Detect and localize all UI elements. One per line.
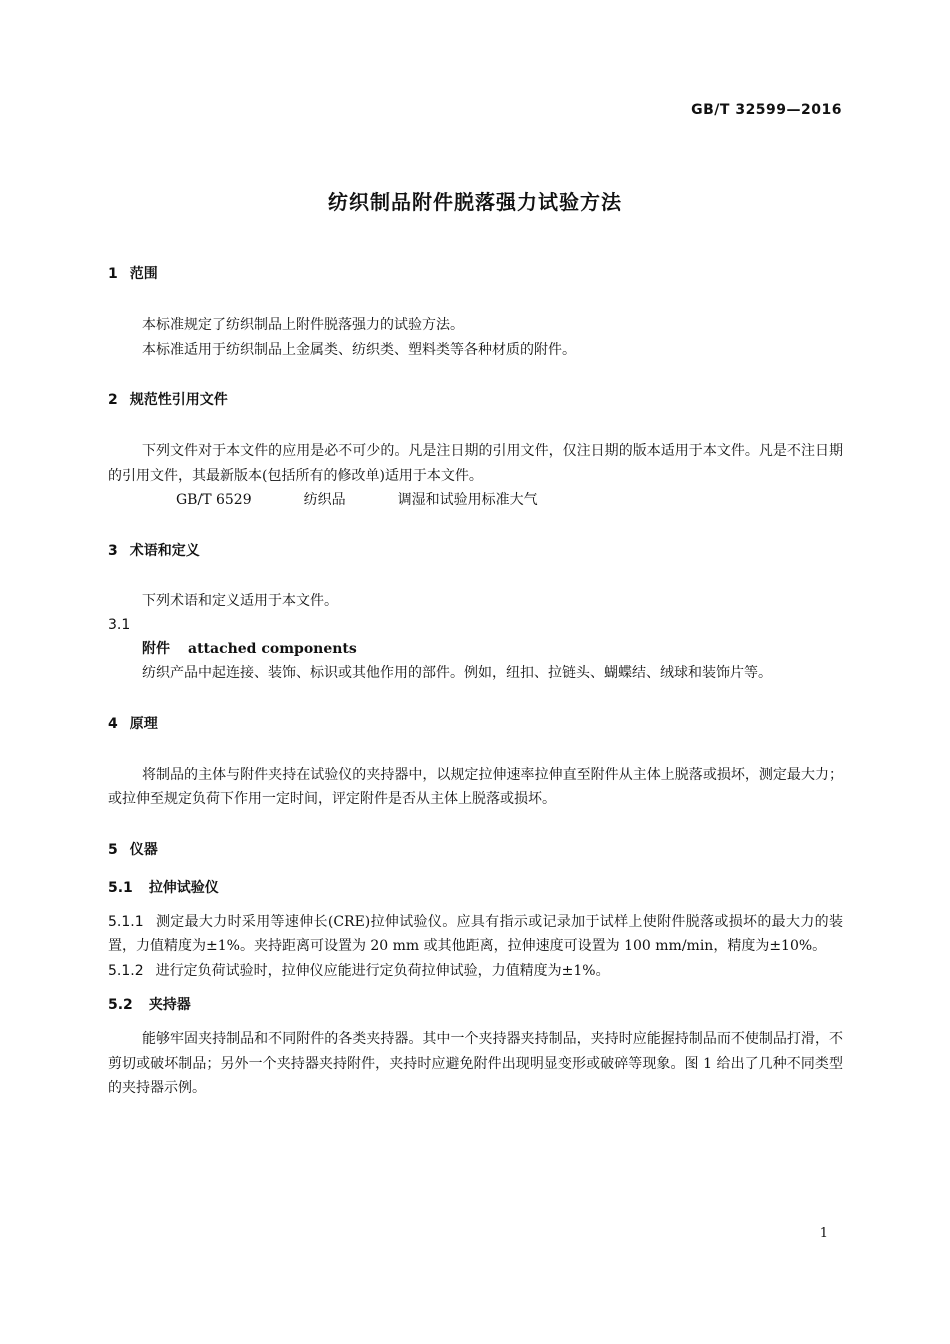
term-number: 3.1 <box>108 617 131 633</box>
paragraph: 下列文件对于本文件的应用是必不可少的。凡是注日期的引用文件，仅注日期的版本适用于本文件。凡是不注日期的引用文件，其最新版本(包括所有的修改单)适用于本文件。 <box>108 443 843 484</box>
paragraph: 本标准适用于纺织制品上金属类、纺织类、塑料类等各种材质的附件。 <box>142 341 576 358</box>
section-number: 1 <box>108 266 118 282</box>
subsection-heading-tensile-tester <box>108 876 843 900</box>
term-entry <box>108 637 843 661</box>
clause-number: 5.1.2 <box>108 962 144 979</box>
section-number: 4 <box>108 715 118 732</box>
section-number: 3 <box>108 542 118 559</box>
section-heading-normative-references <box>108 388 843 412</box>
document-title: 纺织制品附件脱落强力试验方法 <box>328 190 622 214</box>
clause-number: 5.1.1 <box>108 913 144 930</box>
subsection-title: 拉伸试验仪 <box>148 879 219 896</box>
section-title: 仪器 <box>129 841 158 858</box>
section-title: 范围 <box>129 266 158 282</box>
section-number: 5 <box>108 841 118 858</box>
paragraph: 将制品的主体与附件夹持在试验仪的夹持器中，以规定拉伸速率拉伸直至附件从主体上脱落或损坏，测定最大力；或拉伸至规定负荷下作用一定时间，评定附件是否从主体上脱落或损坏。 <box>108 766 843 807</box>
term-definition: 纺织产品中起连接、装饰、标识或其他作用的部件。例如，纽扣、拉链头、蝴蝶结、绒球和装饰片等。 <box>142 665 772 681</box>
section-title: 术语和定义 <box>129 542 200 559</box>
document-body <box>108 262 843 1101</box>
term-english: attached components <box>188 641 357 657</box>
reference-entry <box>108 488 843 513</box>
subsection-number: 5.2 <box>108 997 133 1013</box>
section-heading-principle <box>108 712 843 736</box>
clause-text: 测定最大力时采用等速伸长(CRE)拉伸试验仪。应具有指示或记录加于试样上使附件脱落或损坏的最大力的装置，力值精度为±1%。夹持距离可设置为 20 mm 或其他距离，拉伸速度可设置为 100 mm/min，精度为±10%。 <box>108 913 843 954</box>
reference-title-part: 调湿和试验用标准大气 <box>397 492 538 508</box>
clause-5-1-1 <box>108 910 843 959</box>
subsection-number: 5.1 <box>108 879 133 896</box>
page-number: 1 <box>819 1226 828 1241</box>
clause-text: 进行定负荷试验时，拉伸仪应能进行定负荷拉伸试验，力值精度为±1%。 <box>155 962 610 979</box>
subsection-title: 夹持器 <box>148 997 191 1013</box>
section-title: 原理 <box>129 715 158 732</box>
term-chinese: 附件 <box>142 641 170 657</box>
standard-code: GB/T 32599—2016 <box>691 102 842 118</box>
section-title: 规范性引用文件 <box>129 392 228 408</box>
section-number: 2 <box>108 392 118 408</box>
section-heading-terms <box>108 539 843 563</box>
reference-title-part: 纺织品 <box>303 492 346 508</box>
section-heading-scope <box>108 262 843 286</box>
paragraph: 本标准规定了纺织制品上附件脱落强力的试验方法。 <box>142 317 464 333</box>
section-heading-apparatus <box>108 838 843 862</box>
subsection-heading-clamps <box>108 993 843 1017</box>
clause-5-1-2 <box>108 959 843 984</box>
paragraph: 能够牢固夹持制品和不同附件的各类夹持器。其中一个夹持器夹持制品，夹持时应能握持制品而不使制品打滑，不剪切或破坏制品；另外一个夹持器夹持附件，夹持时应避免附件出现明显变形或破碎等现象。图 1 给出了几种不同类型的夹持器示例。 <box>108 1031 843 1096</box>
paragraph: 下列术语和定义适用于本文件。 <box>142 592 338 609</box>
reference-code: GB/T 6529 <box>176 492 252 508</box>
